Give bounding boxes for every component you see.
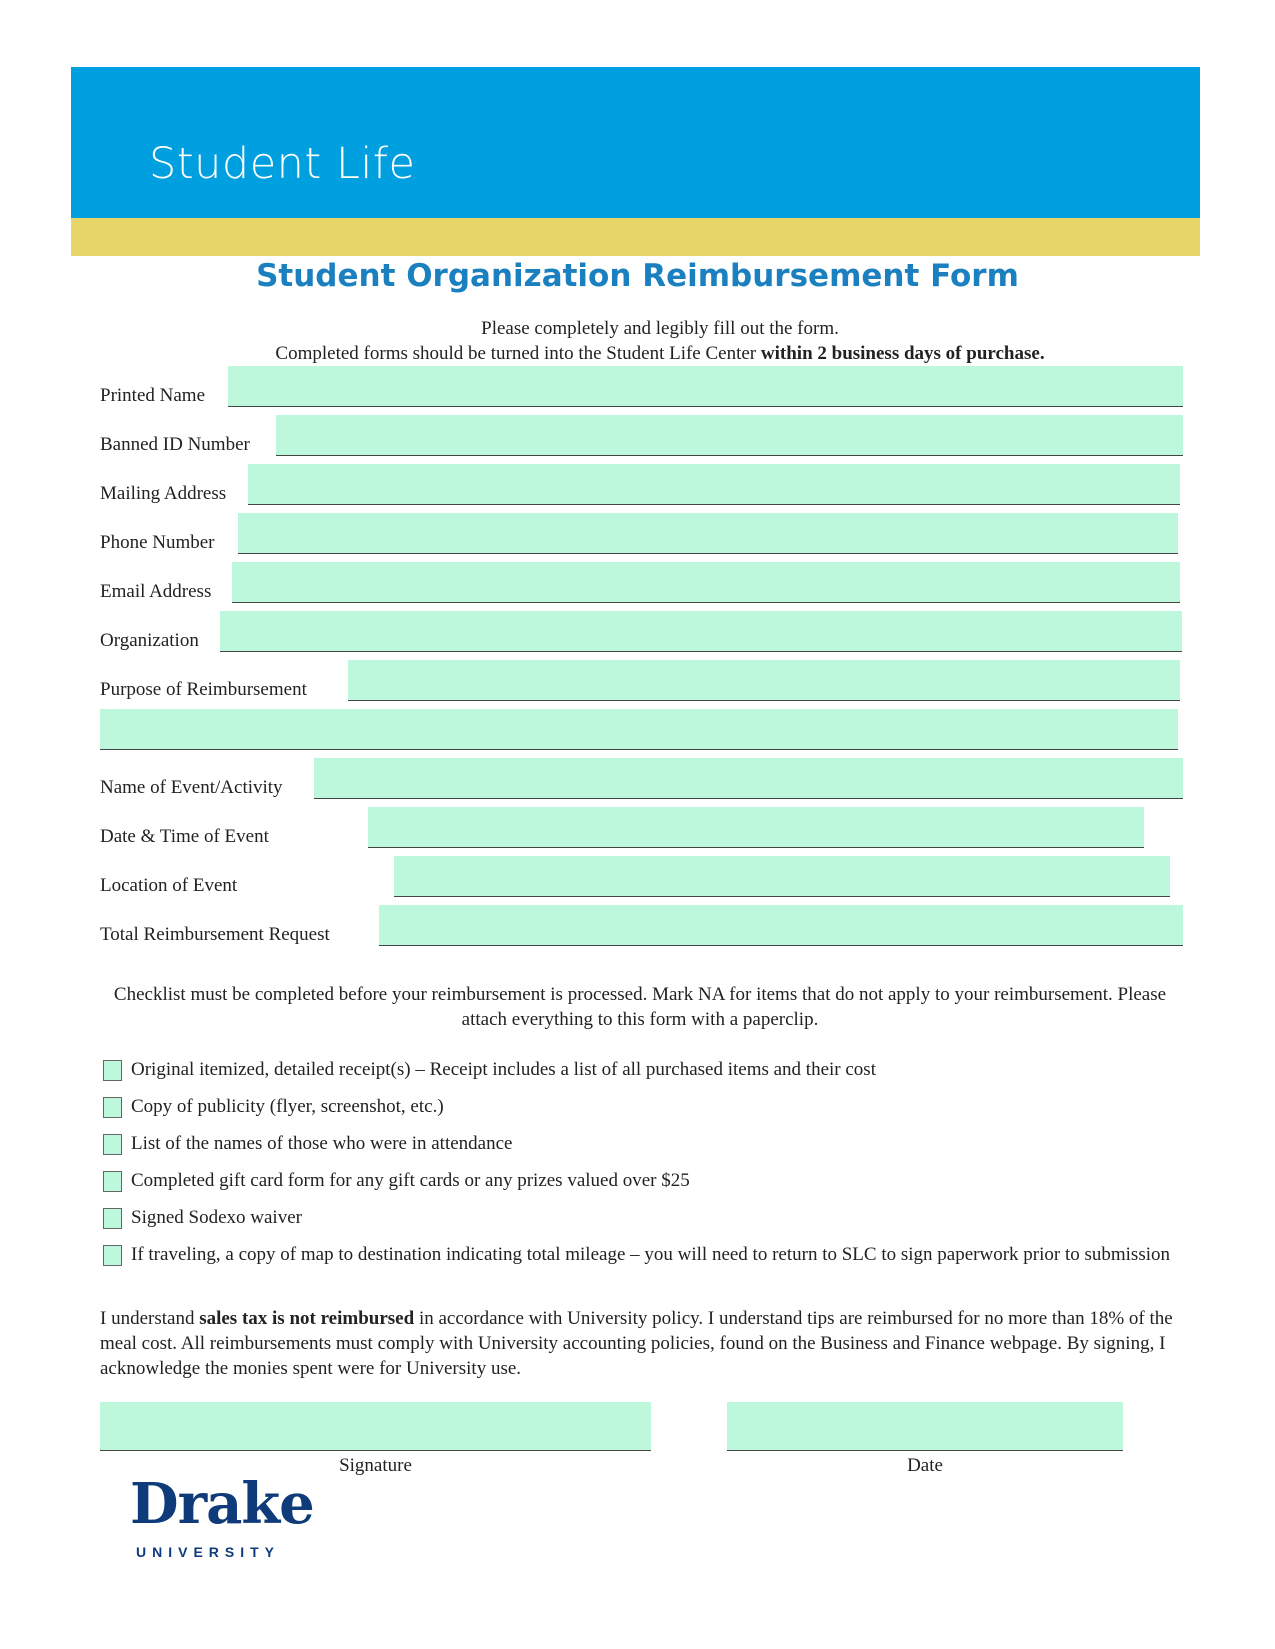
drake-logo: Drake (130, 1471, 314, 1537)
form-title: Student Organization Reimbursement Form (256, 258, 1019, 294)
policy-emphasis: sales tax is not reimbursed (199, 1308, 415, 1329)
checklist-item-label: Completed gift card form for any gift cards or any prizes valued over $25 (131, 1170, 690, 1191)
organization-input[interactable] (220, 611, 1182, 652)
checklist-checkbox[interactable] (103, 1060, 122, 1081)
event-datetime-label: Date & Time of Event (100, 826, 269, 847)
total-request-input[interactable] (379, 905, 1183, 946)
intro-line-2-text: Completed forms should be turned into the Student Life Center (275, 343, 761, 364)
field-purpose-continued (100, 709, 1183, 749)
mailing-address-label: Mailing Address (100, 483, 227, 504)
email-address-label: Email Address (100, 581, 212, 602)
event-datetime-input[interactable] (368, 807, 1144, 848)
header-banner (71, 67, 1200, 218)
field-phone-number (100, 513, 1183, 553)
checklist-checkbox[interactable] (103, 1208, 122, 1229)
mailing-address-input[interactable] (248, 464, 1180, 505)
drake-logo-subtitle: UNIVERSITY (136, 1544, 281, 1560)
policy-text-end: in accordance with University policy. I understand tips are reimbursed for no more than 18% of the meal cost. All reimbursements must comply with University accounting policies, found on the Business and Finance webpage. By signing, I acknowledge the monies spent were for University use. (100, 1308, 1173, 1379)
checklist-checkbox[interactable] (103, 1134, 122, 1155)
checklist-checkbox[interactable] (103, 1097, 122, 1118)
field-printed-name (100, 366, 1183, 406)
field-email-address (100, 562, 1183, 602)
policy-text-start: I understand (100, 1308, 200, 1329)
banner-id-input[interactable] (276, 415, 1183, 456)
purpose-label: Purpose of Reimbursement (100, 679, 307, 700)
header-accent-bar (71, 218, 1200, 256)
checklist-item-label: Signed Sodexo waiver (131, 1207, 302, 1228)
event-name-label: Name of Event/Activity (100, 777, 283, 798)
policy-statement (100, 1306, 1180, 1381)
checklist-checkbox[interactable] (103, 1171, 122, 1192)
intro-line-1: Please completely and legibly fill out the form. (481, 318, 839, 339)
checklist-item-label: List of the names of those who were in attendance (131, 1133, 513, 1154)
event-location-label: Location of Event (100, 875, 238, 896)
checklist-item-label: Copy of publicity (flyer, screenshot, etc.) (131, 1096, 444, 1117)
checklist-checkbox[interactable] (103, 1245, 122, 1266)
field-event-name (100, 758, 1183, 798)
field-organization (100, 611, 1183, 651)
field-event-datetime (100, 807, 1183, 847)
date-input[interactable] (727, 1402, 1123, 1451)
banner-title: Student Life (149, 139, 416, 189)
email-address-input[interactable] (232, 562, 1180, 603)
date-caption: Date (907, 1455, 943, 1476)
signature-input[interactable] (100, 1402, 651, 1451)
intro-line-2 (0, 343, 1275, 365)
event-name-input[interactable] (314, 758, 1183, 799)
printed-name-label: Printed Name (100, 385, 206, 406)
checklist-note: Checklist must be completed before your reimbursement is processed. Mark NA for items that do not apply to your reimbursement. Please attach everything to this form with a paperclip. (113, 984, 1167, 1030)
field-event-location (100, 856, 1183, 896)
signature-caption: Signature (339, 1455, 412, 1476)
field-mailing-address (100, 464, 1183, 504)
event-location-input[interactable] (394, 856, 1170, 897)
purpose-input[interactable] (348, 660, 1180, 701)
field-purpose (100, 660, 1183, 700)
organization-label: Organization (100, 630, 199, 651)
purpose-continued-input[interactable] (100, 709, 1178, 750)
intro-deadline: within 2 business days of purchase. (760, 343, 1045, 364)
banner-id-label: Banned ID Number (100, 434, 250, 455)
printed-name-input[interactable] (228, 366, 1183, 407)
checklist-item-label: Original itemized, detailed receipt(s) – Receipt includes a list of all purchased items and their cost (131, 1059, 876, 1080)
total-request-label: Total Reimbursement Request (100, 924, 330, 945)
phone-number-label: Phone Number (100, 532, 215, 553)
field-banner-id (100, 415, 1183, 455)
field-total-request (100, 905, 1183, 945)
checklist-item-label: If traveling, a copy of map to destination indicating total mileage – you will need to return to SLC to sign paperwork prior to submission (131, 1244, 1170, 1265)
phone-number-input[interactable] (238, 513, 1178, 554)
